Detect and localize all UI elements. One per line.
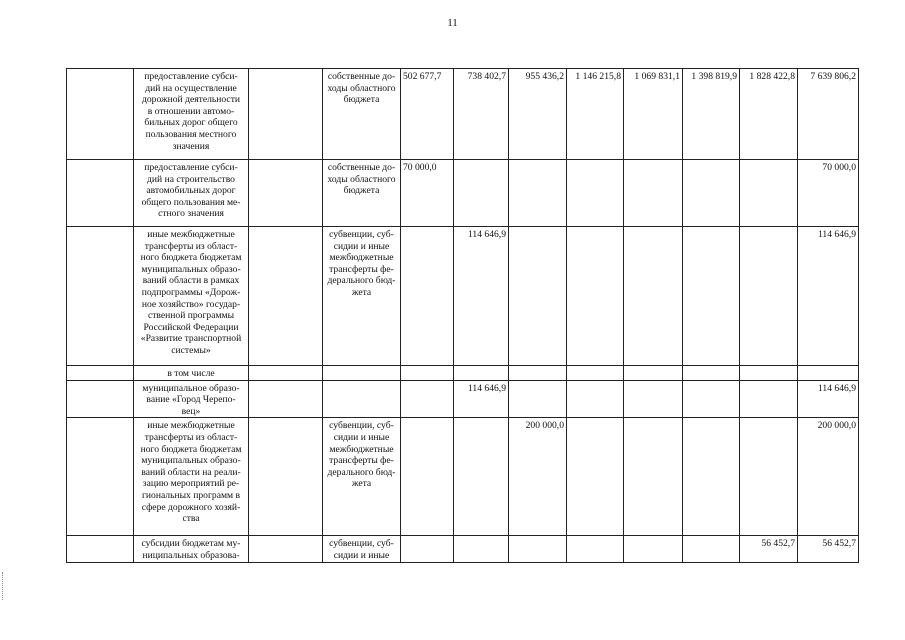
value-cell [740,380,798,418]
value-cell [624,227,683,366]
value-cell [740,160,798,227]
source-cell: субвенции, суб- сидии и иные [323,536,401,562]
value-cell [454,160,509,227]
table-body [67,69,859,563]
value-cell [567,536,624,562]
value-cell [401,536,454,562]
value-cell: 200 000,0 [798,418,859,536]
value-cell: 502 677,7 [401,69,454,160]
empty-cell [67,227,134,366]
table-row [67,536,859,562]
value-cell: 200 000,0 [509,418,567,536]
value-cell [509,227,567,366]
value-cell [798,366,859,381]
value-cell: 955 436,2 [509,69,567,160]
value-cell [624,366,683,381]
table-row [67,160,859,227]
purpose-cell: иные межбюджетные трансферты из област- ного бюджета бюджетам муниципальных образо- ваний области на реали- зацию мероприятий ре- гиональных программ в сфере дорожного хозяй- ства [134,418,249,536]
purpose-cell: муниципальное образо- вание «Город Черепо- вец» [134,380,249,418]
value-cell [740,366,798,381]
empty-cell [249,380,323,418]
empty-cell [249,418,323,536]
source-cell: собственные до- ходы областного бюджета [323,69,401,160]
value-cell: 114 646,9 [454,380,509,418]
value-cell [683,160,740,227]
table-row [67,366,859,381]
table-row [67,380,859,418]
source-cell: субвенции, суб- сидии и иные межбюджетные трансферты фе- дерального бюд- жета [323,227,401,366]
table-row [67,227,859,366]
value-cell [567,227,624,366]
table-row [67,418,859,536]
value-cell: 114 646,9 [798,227,859,366]
value-cell [683,380,740,418]
value-cell [401,227,454,366]
purpose-cell: иные межбюджетные трансферты из област- ного бюджета бюджетам муниципальных образо- ваний области в рамках подпрограммы «Дорож- ное хозяйство» государ- ственной программы Российской Федерации «Развитие транспортной системы» [134,227,249,366]
source-cell [323,380,401,418]
value-cell [567,160,624,227]
value-cell [454,418,509,536]
empty-cell [67,160,134,227]
value-cell: 1 146 215,8 [567,69,624,160]
empty-cell [67,536,134,562]
empty-cell [67,69,134,160]
value-cell [624,380,683,418]
purpose-cell: субсидии бюджетам му- ниципальных образова- [134,536,249,562]
value-cell: 738 402,7 [454,69,509,160]
value-cell: 70 000,0 [798,160,859,227]
value-cell [401,380,454,418]
value-cell [683,418,740,536]
value-cell: 1 828 422,8 [740,69,798,160]
value-cell [509,366,567,381]
value-cell [454,536,509,562]
empty-cell [249,227,323,366]
value-cell [683,536,740,562]
scan-mark [2,572,5,600]
value-cell [401,418,454,536]
value-cell [624,536,683,562]
empty-cell [249,160,323,227]
source-cell: субвенции, суб- сидии и иные межбюджетные трансферты фе- дерального бюд- жета [323,418,401,536]
value-cell [567,366,624,381]
table-row [67,69,859,160]
source-cell [323,366,401,381]
empty-cell [249,536,323,562]
source-cell: собственные до- ходы областного бюджета [323,160,401,227]
value-cell [567,418,624,536]
value-cell [509,160,567,227]
purpose-cell: в том числе [134,366,249,381]
value-cell [454,366,509,381]
empty-cell [67,418,134,536]
value-cell: 7 639 806,2 [798,69,859,160]
value-cell [740,418,798,536]
value-cell: 56 452,7 [798,536,859,562]
value-cell: 114 646,9 [798,380,859,418]
purpose-cell: предоставление субси- дий на строительство автомобильных дорог общего пользования ме- стного значения [134,160,249,227]
value-cell [401,366,454,381]
empty-cell [67,366,134,381]
empty-cell [249,69,323,160]
value-cell: 1 398 819,9 [683,69,740,160]
value-cell [740,227,798,366]
value-cell [509,380,567,418]
purpose-cell: предоставление субси- дий на осуществление дорожной деятельности в отношении автомо- бильных дорог общего пользования местного значения [134,69,249,160]
value-cell: 56 452,7 [740,536,798,562]
value-cell [624,160,683,227]
value-cell [683,366,740,381]
budget-table [66,68,859,563]
value-cell [683,227,740,366]
page-number: 11 [447,17,458,29]
value-cell: 1 069 831,1 [624,69,683,160]
value-cell [624,418,683,536]
value-cell: 114 646,9 [454,227,509,366]
value-cell: 70 000,0 [401,160,454,227]
empty-cell [249,366,323,381]
value-cell [567,380,624,418]
value-cell [509,536,567,562]
empty-cell [67,380,134,418]
